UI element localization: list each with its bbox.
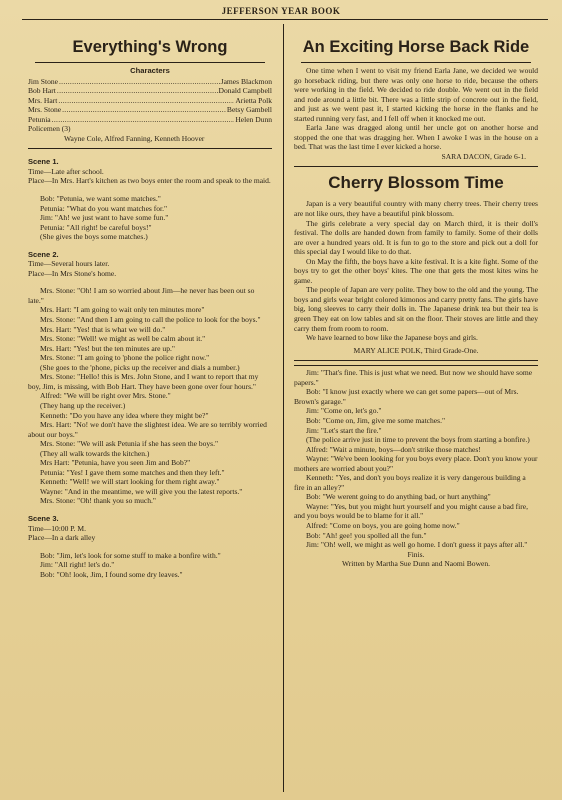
dialogue-line: Bob: "I know just exactly where we can get some papers—out of Mrs. Brown's garage." <box>294 387 519 406</box>
story-paragraph: Japan is a very beautiful country with many cherry trees. Their cherry trees are not like ours, they have a beautiful pink blossom. <box>294 199 538 219</box>
title-underline <box>301 62 531 63</box>
story-paragraph: The girls celebrate a very special day on March third, it is their doll's festival. The dolls are handed down from family to family. Some of their dolls are over a hundred years old. It is fun to go to the store and pick out a doll for this special day I would like to do that. <box>294 218 538 257</box>
dialogue-line: Jim: "Come on, let's go." <box>306 406 382 416</box>
dialogue-line: Mrs. Stone: "Oh! I am so worried about Jim—he never has been out so late." <box>28 286 255 305</box>
column-divider <box>283 24 284 792</box>
running-head: JEFFERSON YEAR BOOK <box>221 6 341 16</box>
cast-row <box>28 124 272 134</box>
dialogue-line: Petunia: "All right! be careful boys!" <box>40 222 152 232</box>
dialogue-line: Wayne: "And in the meantime, we will give you the latest reports." <box>40 486 243 496</box>
story-paragraph: We have learned to bow like the Japanese boys and girls. <box>306 333 478 343</box>
scene-place: Place—In a dark alley <box>28 533 96 543</box>
dialogue-line: Kenneth: "Well! we will start looking for them right away." <box>40 477 220 487</box>
dialogue-line: Mrs. Hart: "Yes! that is what we will do." <box>40 324 166 334</box>
leader-dots <box>52 115 235 125</box>
cast-row <box>28 77 272 87</box>
cast-role: Mrs. Stone <box>28 105 62 115</box>
dialogue-line: Mrs. Stone: "Well! we might as well be calm about it." <box>40 334 206 344</box>
dialogue-line: Bob: "Petunia, we want some matches." <box>40 194 161 204</box>
stage-direction: (They all walk towards the kitchen.) <box>40 448 150 458</box>
cast-role: Mrs. Hart <box>28 95 58 105</box>
dialogue-line: Wayne: "We've been looking for you boys every place. Don't you know your mothers are worried about you?" <box>294 454 538 473</box>
stage-direction: (They hang up the receiver.) <box>40 400 126 410</box>
dialogue-line: Jim: "All right! let's do." <box>40 560 115 570</box>
characters-heading: Characters <box>130 66 170 75</box>
cast-role: Petunia <box>28 114 51 124</box>
dialogue-line: Petunia: "What do you want matches for." <box>40 203 168 213</box>
leader-dots <box>62 105 226 115</box>
cast-actor: Helen Dunn <box>235 114 272 124</box>
scene-time: Time—10:00 P. M. <box>28 523 87 533</box>
scene-heading: Scene 2. <box>28 249 59 259</box>
scene-time: Time—Several hours later. <box>28 259 110 269</box>
dialogue-line: Mrs. Stone: "Oh! thank you so much." <box>40 496 157 506</box>
story-paragraph: One time when I went to visit my friend Earla Jane, we decided we would go horseback riding, but there was only one horse to ride, because the others were working in the field. We decided to ride double. We went out in the field and rode around a little bit. There was a little strip of concrete out in the field, and just as we went past it, I started kicking the horse in the flanks and he started running very fast, and I fell off when it knocked me out. <box>294 66 538 123</box>
cast-row <box>28 105 272 115</box>
leader-dots <box>59 77 220 87</box>
scene-place: Place—In Mrs. Hart's kitchen as two boys enter the room and speak to the maid. <box>28 176 271 186</box>
cast-row <box>28 86 272 96</box>
dialogue-line: Mrs. Stone: "We will ask Petunia if she has seen the boys." <box>40 439 219 449</box>
author-signature: SARA DACON, Grade 6-1. <box>441 151 526 161</box>
dialogue-line: Alfred: "Come on boys, you are going home now." <box>306 520 460 530</box>
cast-policemen-names: Wayne Cole, Alfred Fanning, Kenneth Hoover <box>64 133 205 143</box>
dialogue-line: Jim: "That's fine. This is just what we need. But now we should have some papers." <box>294 368 533 387</box>
dialogue-line: Jim: "Oh! well, we might as well go home. I don't guess it pays after all." <box>306 540 528 550</box>
dialogue-line: Kenneth: "Do you have any idea where they might be?" <box>40 410 209 420</box>
cast-row <box>28 96 272 106</box>
cast-role: Policemen (3) <box>28 124 71 134</box>
cast-actor: James Blackmon <box>220 76 272 86</box>
cast-actor: Arietta Polk <box>235 95 272 105</box>
finis-text: Finis. <box>407 549 425 559</box>
cherry-story-title: Cherry Blossom Time <box>328 173 504 193</box>
section-divider-thin <box>294 365 538 366</box>
scene-place: Place—In Mrs Stone's home. <box>28 268 117 278</box>
authors-credit: Written by Martha Sue Dunn and Naomi Bowen. <box>341 559 491 569</box>
play-title: Everything's Wrong <box>72 38 228 56</box>
cast-role: Jim Stone <box>28 76 58 86</box>
section-divider <box>294 166 538 167</box>
cast-list <box>28 77 272 144</box>
dialogue-line: Mrs. Hart: "I am going to wait only ten minutes more" <box>40 305 205 315</box>
dialogue-line: Bob: "We werent going to do anything bad, or hurt anything" <box>306 492 491 502</box>
dialogue-line: Mrs. Stone: "Hello! this is Mrs. John Stone, and I want to report that my boy, Jim, is missing, with Bob Hart. They have been gone over four hours." <box>28 372 259 391</box>
header-rule <box>22 19 548 20</box>
scene-heading: Scene 3. <box>28 513 59 523</box>
stage-direction: (She gives the boys some matches.) <box>40 232 148 242</box>
section-divider <box>294 360 538 361</box>
stage-direction: (She goes to the 'phone, picks up the receiver and dials a number.) <box>40 362 240 372</box>
cast-role: Bob Hart <box>28 86 56 96</box>
dialogue-line: Mrs. Stone: "I am going to 'phone the police right now." <box>40 353 210 363</box>
right-column <box>294 24 538 569</box>
scene-heading: Scene 1. <box>28 157 59 167</box>
dialogue-line: Mrs. Hart: "No! we don't have the slightest idea. We are so terribly worried about our boys." <box>28 420 267 439</box>
dialogue-line: Alfred: "We will be right over Mrs. Stone." <box>40 391 171 401</box>
dialogue-line: Bob: "Ah! gee! you spolled all the fun." <box>306 530 427 540</box>
cast-actor: Betsy Gambell <box>226 105 272 115</box>
author-signature: MARY ALICE POLK, Third Grade-One. <box>353 345 479 355</box>
dialogue-line: Kenneth: "Yes, and don't you boys realize it is very dangerous building a fire in an alley?" <box>294 473 526 492</box>
left-column <box>28 24 272 579</box>
dialogue-line: Mrs. Hart: "Yes! but the ten minutes are up." <box>40 343 175 353</box>
dialogue-line: Mrs. Stone: "And then I am going to call the police to look for the boys." <box>40 315 261 325</box>
dialogue-line: Wayne: "Yes, but you might hurt yourself and you might cause a bad fire, and you boys would be to blame for it all." <box>294 501 528 521</box>
horse-story-title: An Exciting Horse Back Ride <box>302 38 530 56</box>
dialogue-line: Jim: "Let's start the fire." <box>306 425 382 435</box>
story-paragraph: Earla Jane was dragged along until her uncle got on another horse and stopped the one that was dragging her. When I awoke I was in the house on a bed. That was the last time I ever kicked a horse. <box>294 123 538 152</box>
title-underline <box>35 62 265 63</box>
dialogue-line: Bob: "Jim, let's look for some stuff to make a bonfire with." <box>40 550 221 560</box>
leader-dots <box>57 86 218 96</box>
dialogue-line: Mrs Hart: "Petunia, have you seen Jim and Bob?" <box>40 458 191 468</box>
dialogue-line: Bob: "Come on, Jim, give me some matches." <box>306 415 446 425</box>
leader-dots <box>58 96 234 106</box>
dialogue-line: Bob: "Oh! look, Jim, I found some dry leaves." <box>40 569 183 579</box>
dialogue-line: Alfred: "Wait a minute, boys—don't strike those matches! <box>306 444 481 454</box>
dialogue-line: Petunia: "Yes! I gave them some matches and then they left." <box>40 467 225 477</box>
dialogue-line: Jim: "Ah! we just want to have some fun." <box>40 213 169 223</box>
scene-time: Time—Late after school. <box>28 166 104 176</box>
story-paragraph: The people of Japan are very polite. They bow to the old and the young. The boys and girls wear bright colored kimonos and carry pretty fans. The girls have big, long sleeves to carry their dolls in. The Japanese drink tea but their tea is green They eat on low tables and sit on the floor. Their stoves are little and they carry them from room to room. <box>294 285 538 333</box>
cast-actor: Donald Campbell <box>218 86 272 96</box>
stage-direction: (The police arrive just in time to prevent the boys from starting a bonfire.) <box>306 435 530 445</box>
story-paragraph: On May the fifth, the boys have a kite festival. It is a kite fight. Some of the boys try to get the other boys' kites. The one that gets the most kites wins he game. <box>294 256 538 285</box>
cast-divider <box>28 148 272 149</box>
cast-row <box>28 115 272 125</box>
